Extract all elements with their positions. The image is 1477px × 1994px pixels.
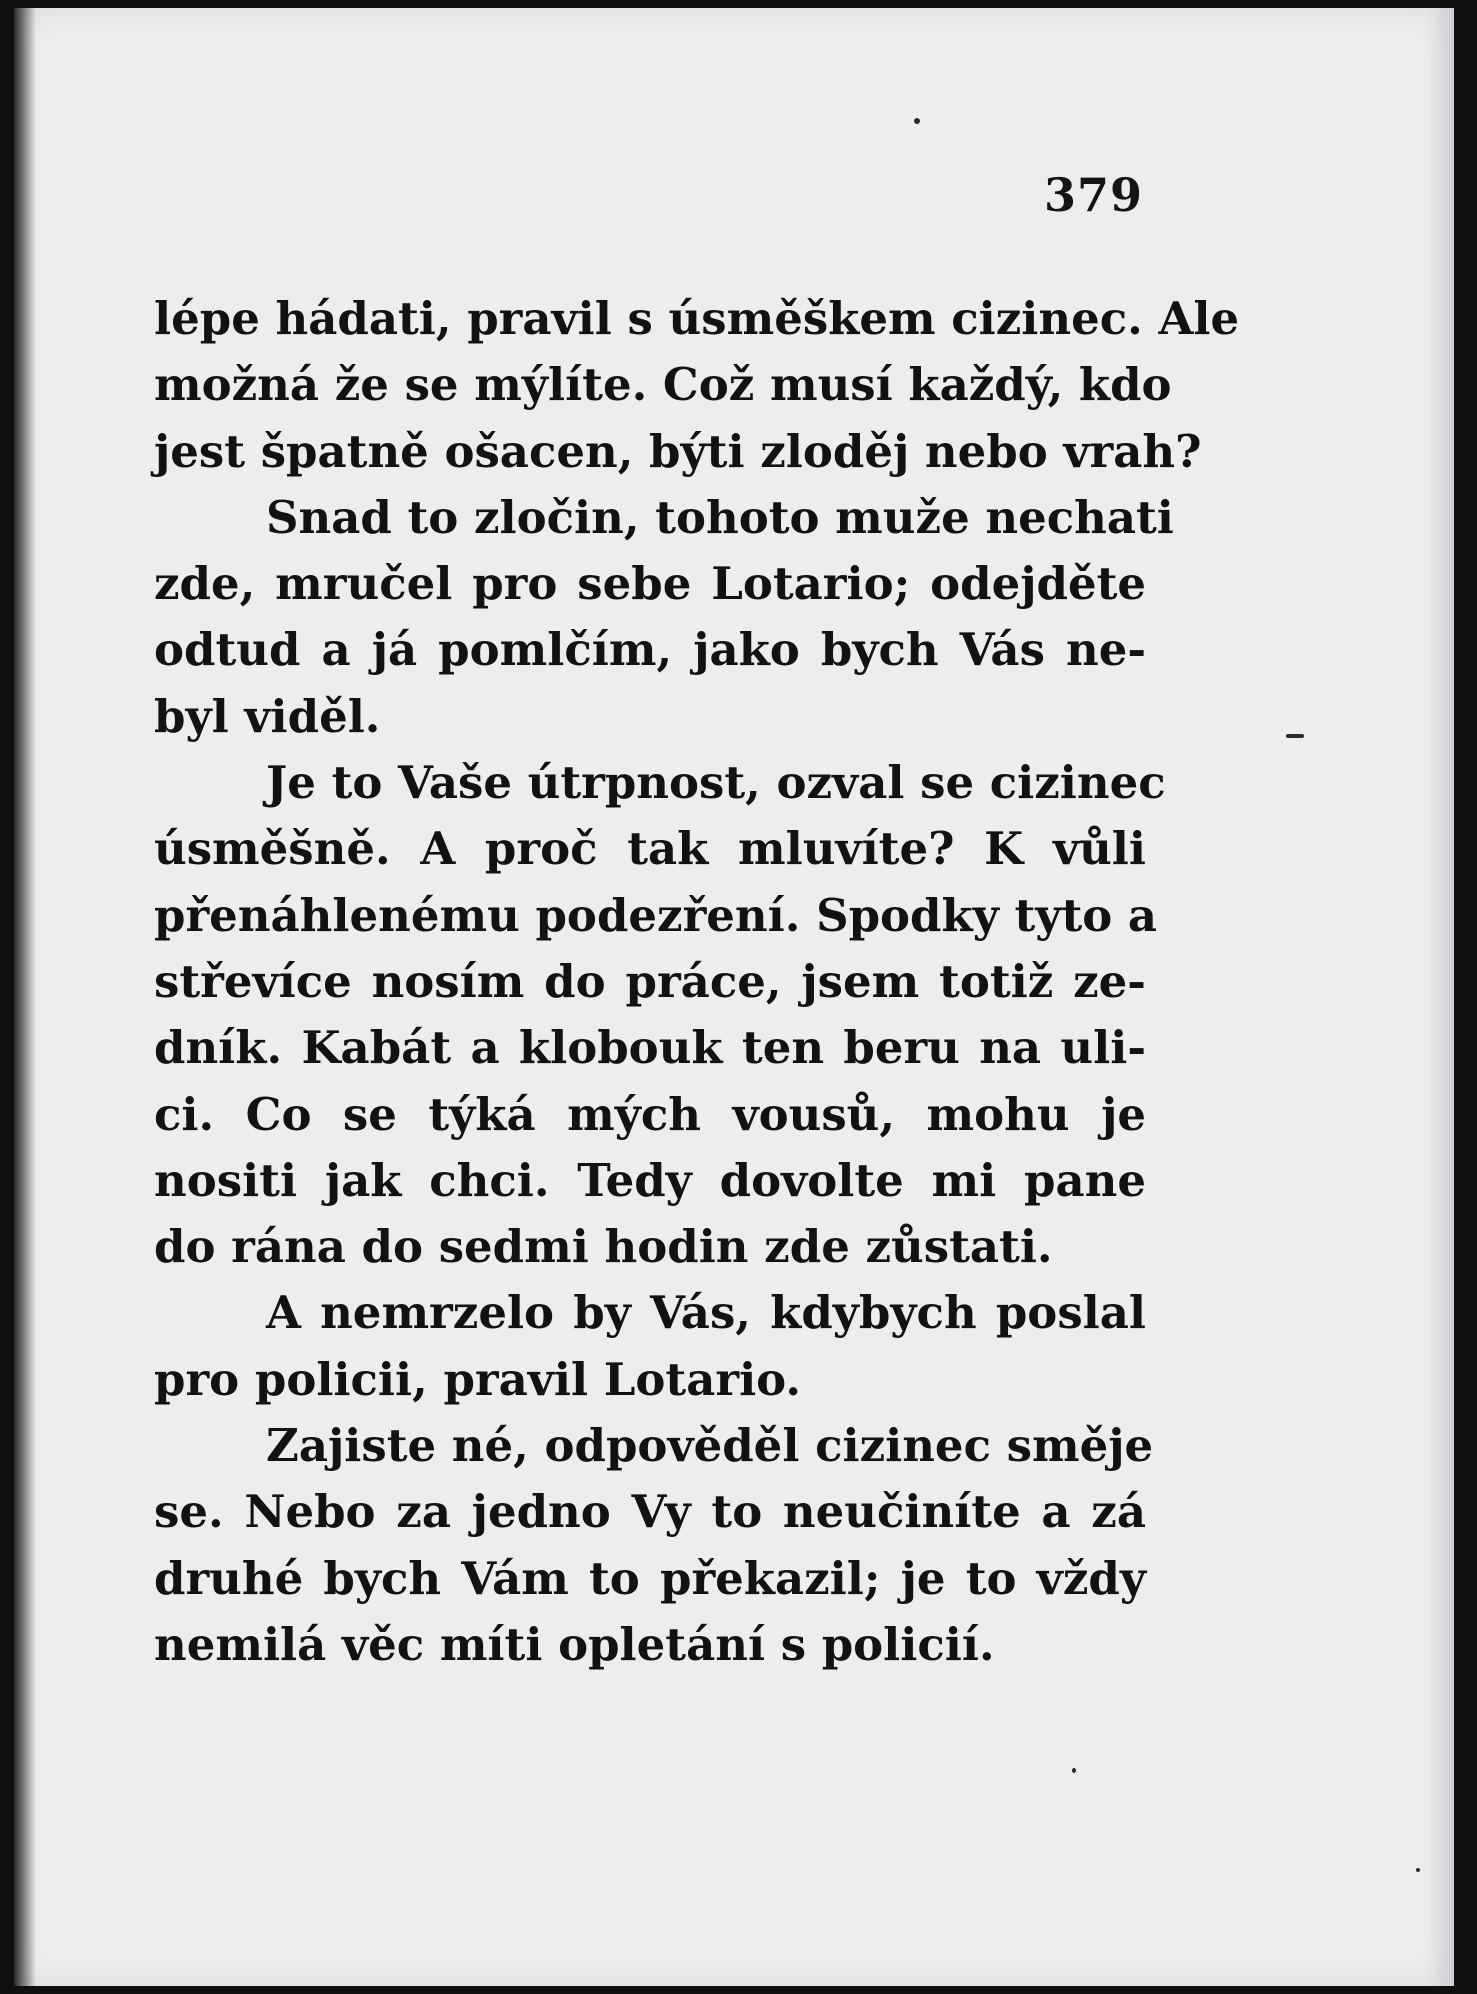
- paper-speck: [1416, 1868, 1420, 1872]
- text-line: střevíce nosím do práce, jsem totiž ze-: [154, 954, 1146, 1008]
- text-line: zde, mručel pro sebe Lotario; odejděte: [154, 557, 1146, 611]
- page-gutter-shadow: [14, 8, 36, 1986]
- text-line: Snad to zločin, tohoto muže nechati: [266, 490, 1174, 544]
- page-edge: [1428, 8, 1454, 1986]
- text-line: možná že se mýlíte. Což musí každý, kdo: [154, 358, 1172, 412]
- text-line: A nemrzelo by Vás, kdybych poslal: [266, 1286, 1146, 1340]
- page-number: 379: [1044, 168, 1144, 222]
- text-line: lépe hádati, pravil s úsměškem cizinec. Ale: [154, 292, 1240, 345]
- text-line: se. Nebo za jedno Vy to neučiníte a zá: [154, 1485, 1146, 1539]
- text-line: Je to Vaše útrpnost, ozval se cizinec: [266, 756, 1166, 810]
- text-line: Zajiste né, odpověděl cizinec směje: [266, 1419, 1154, 1473]
- text-line: dník. Kabát a klobouk ten beru na uli-: [154, 1021, 1146, 1075]
- text-line: druhé bych Vám to překazil; je to vždy: [154, 1551, 1146, 1605]
- paper-speck: [914, 118, 920, 124]
- paper-speck: [1286, 734, 1304, 738]
- text-line: nositi jak chci. Tedy dovolte mi pane: [154, 1153, 1146, 1207]
- text-line: pro policii, pravil Lotario.: [154, 1352, 802, 1406]
- text-line: úsměšně. A proč tak mluvíte? K vůli: [154, 822, 1146, 876]
- text-line: nemilá věc míti opletání s policií.: [154, 1617, 995, 1671]
- text-line: do rána do sedmi hodin zde zůstati.: [154, 1220, 1053, 1274]
- body-text: [154, 286, 1240, 1678]
- book-page: [14, 8, 1454, 1986]
- text-line: přenáhlenému podezření. Spodky tyto a: [154, 888, 1158, 942]
- text-line: ci. Co se týká mých vousů, mohu je: [154, 1087, 1146, 1141]
- text-line: jest špatně ošacen, býti zloděj nebo vrah?: [154, 424, 1202, 478]
- text-line: odtud a já pomlčím, jako bych Vás ne-: [154, 623, 1146, 677]
- text-line: byl viděl.: [154, 689, 381, 743]
- paper-speck: [1072, 1768, 1076, 1773]
